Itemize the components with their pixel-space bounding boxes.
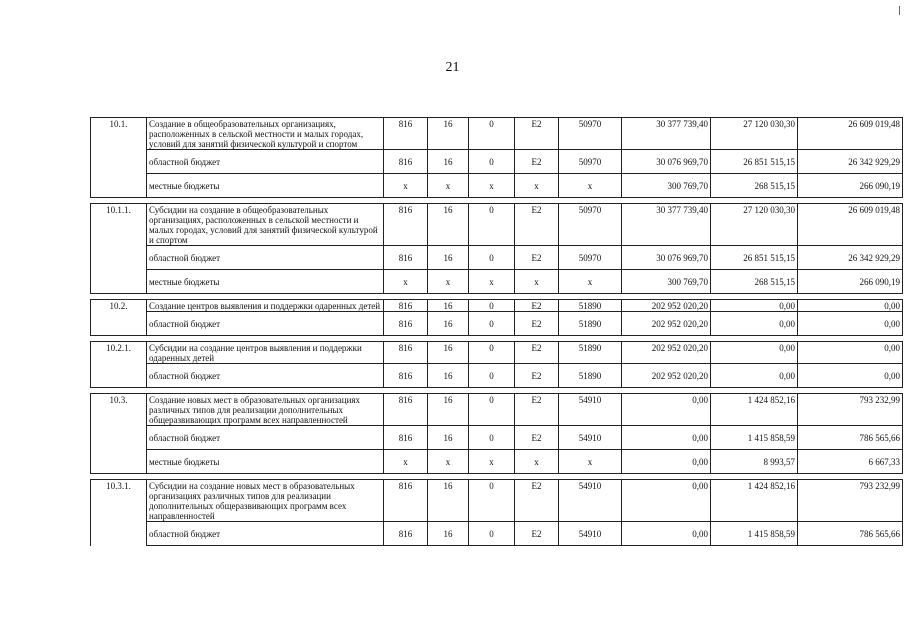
amount-cell-2: 0,00 bbox=[711, 364, 798, 388]
amount-cell-1: 0,00 bbox=[622, 522, 711, 546]
code-cell-3: 0 bbox=[469, 118, 515, 150]
item-number-cell bbox=[91, 270, 147, 294]
code-cell-4: Е2 bbox=[515, 394, 559, 426]
amount-cell-3: 0,00 bbox=[798, 342, 903, 364]
amount-cell-1: 300 769,70 bbox=[622, 174, 711, 198]
amount-cell-2: 1 415 858,59 bbox=[711, 522, 798, 546]
amount-cell-3: 6 667,33 bbox=[798, 450, 903, 474]
amount-cell-1: 30 076 969,70 bbox=[622, 246, 711, 270]
code-cell-2: х bbox=[428, 270, 469, 294]
code-cell-4: Е2 bbox=[515, 342, 559, 364]
amount-cell-3: 266 090,19 bbox=[798, 270, 903, 294]
code-cell-4: Е2 bbox=[515, 118, 559, 150]
amount-cell-1: 202 952 020,20 bbox=[622, 364, 711, 388]
code-cell-1: х bbox=[384, 270, 428, 294]
item-number-cell bbox=[91, 246, 147, 270]
amount-cell-3: 0,00 bbox=[798, 312, 903, 336]
code-cell-1: 816 bbox=[384, 426, 428, 450]
amount-cell-2: 27 120 030,30 bbox=[711, 204, 798, 246]
code-cell-3: 0 bbox=[469, 426, 515, 450]
amount-cell-3: 786 565,66 bbox=[798, 522, 903, 546]
code-cell-1: 816 bbox=[384, 150, 428, 174]
amount-cell-1: 0,00 bbox=[622, 394, 711, 426]
code-cell-3: 0 bbox=[469, 522, 515, 546]
code-cell-1: 816 bbox=[384, 394, 428, 426]
item-number-cell bbox=[91, 450, 147, 474]
table-row-item bbox=[91, 480, 903, 522]
code-cell-5: х bbox=[559, 270, 622, 294]
amount-cell-1: 300 769,70 bbox=[622, 270, 711, 294]
code-cell-4: Е2 bbox=[515, 480, 559, 522]
item-name-cell: областной бюджет bbox=[147, 150, 384, 174]
table-row-item bbox=[91, 118, 903, 150]
code-cell-3: х bbox=[469, 450, 515, 474]
table-row-item bbox=[91, 394, 903, 426]
code-cell-3: 0 bbox=[469, 342, 515, 364]
code-cell-1: 816 bbox=[384, 300, 428, 312]
code-cell-2: 16 bbox=[428, 522, 469, 546]
amount-cell-2: 1 415 858,59 bbox=[711, 426, 798, 450]
amount-cell-2: 0,00 bbox=[711, 342, 798, 364]
table-row-source bbox=[91, 364, 903, 388]
code-cell-1: 816 bbox=[384, 312, 428, 336]
code-cell-2: 16 bbox=[428, 150, 469, 174]
code-cell-3: 0 bbox=[469, 480, 515, 522]
item-name-cell: областной бюджет bbox=[147, 522, 384, 546]
code-cell-1: 816 bbox=[384, 364, 428, 388]
item-name-cell: областной бюджет bbox=[147, 364, 384, 388]
code-cell-2: 16 bbox=[428, 480, 469, 522]
table-body bbox=[91, 118, 903, 546]
code-cell-4: Е2 bbox=[515, 150, 559, 174]
table-row-source bbox=[91, 522, 903, 546]
item-number-cell bbox=[91, 174, 147, 198]
item-name-cell: областной бюджет bbox=[147, 312, 384, 336]
table-row-source bbox=[91, 312, 903, 336]
amount-cell-1: 30 377 739,40 bbox=[622, 204, 711, 246]
amount-cell-3: 266 090,19 bbox=[798, 174, 903, 198]
code-cell-3: х bbox=[469, 174, 515, 198]
amount-cell-3: 26 342 929,29 bbox=[798, 150, 903, 174]
table-row-item bbox=[91, 204, 903, 246]
amount-cell-2: 1 424 852,16 bbox=[711, 394, 798, 426]
code-cell-1: 816 bbox=[384, 342, 428, 364]
code-cell-4: Е2 bbox=[515, 364, 559, 388]
code-cell-2: 16 bbox=[428, 364, 469, 388]
code-cell-5: 51890 bbox=[559, 364, 622, 388]
code-cell-5: 54910 bbox=[559, 480, 622, 522]
code-cell-2: 16 bbox=[428, 394, 469, 426]
item-number-cell: 10.2. bbox=[91, 300, 147, 312]
amount-cell-3: 0,00 bbox=[798, 364, 903, 388]
code-cell-4: х bbox=[515, 450, 559, 474]
page-number: 21 bbox=[445, 60, 460, 75]
code-cell-3: 0 bbox=[469, 246, 515, 270]
amount-cell-3: 26 609 019,48 bbox=[798, 118, 903, 150]
item-number-cell: 10.1.1. bbox=[91, 204, 147, 246]
code-cell-1: х bbox=[384, 174, 428, 198]
amount-cell-2: 0,00 bbox=[711, 312, 798, 336]
code-cell-1: 816 bbox=[384, 246, 428, 270]
code-cell-2: 16 bbox=[428, 426, 469, 450]
code-cell-5: 54910 bbox=[559, 426, 622, 450]
scan-edge-mark bbox=[899, 6, 900, 15]
amount-cell-3: 793 232,99 bbox=[798, 480, 903, 522]
amount-cell-1: 0,00 bbox=[622, 426, 711, 450]
code-cell-2: х bbox=[428, 174, 469, 198]
item-name-cell: областной бюджет bbox=[147, 246, 384, 270]
table-row-source bbox=[91, 426, 903, 450]
code-cell-5: 50970 bbox=[559, 150, 622, 174]
code-cell-5: 51890 bbox=[559, 312, 622, 336]
code-cell-5: 50970 bbox=[559, 204, 622, 246]
code-cell-5: х bbox=[559, 174, 622, 198]
item-name-cell: Создание в общеобразовательных организациях, расположенных в сельской местности и малых городах, условий для занятий физической культурой и спортом bbox=[147, 118, 384, 150]
code-cell-3: 0 bbox=[469, 312, 515, 336]
code-cell-4: Е2 bbox=[515, 204, 559, 246]
code-cell-5: 54910 bbox=[559, 394, 622, 426]
code-cell-1: х bbox=[384, 450, 428, 474]
code-cell-2: 16 bbox=[428, 300, 469, 312]
amount-cell-3: 786 565,66 bbox=[798, 426, 903, 450]
amount-cell-1: 30 377 739,40 bbox=[622, 118, 711, 150]
table-row-source bbox=[91, 450, 903, 474]
code-cell-3: 0 bbox=[469, 394, 515, 426]
item-name-cell: местные бюджеты bbox=[147, 450, 384, 474]
amount-cell-1: 0,00 bbox=[622, 480, 711, 522]
amount-cell-1: 202 952 020,20 bbox=[622, 342, 711, 364]
code-cell-3: 0 bbox=[469, 204, 515, 246]
item-number-cell: 10.1. bbox=[91, 118, 147, 150]
amount-cell-1: 0,00 bbox=[622, 450, 711, 474]
code-cell-5: 50970 bbox=[559, 118, 622, 150]
code-cell-2: х bbox=[428, 450, 469, 474]
item-number-cell bbox=[91, 364, 147, 388]
code-cell-3: 0 bbox=[469, 150, 515, 174]
amount-cell-1: 202 952 020,20 bbox=[622, 300, 711, 312]
code-cell-4: Е2 bbox=[515, 300, 559, 312]
item-name-cell: местные бюджеты bbox=[147, 270, 384, 294]
amount-cell-3: 26 342 929,29 bbox=[798, 246, 903, 270]
code-cell-1: 816 bbox=[384, 480, 428, 522]
amount-cell-2: 27 120 030,30 bbox=[711, 118, 798, 150]
code-cell-4: Е2 bbox=[515, 312, 559, 336]
code-cell-2: 16 bbox=[428, 204, 469, 246]
code-cell-5: х bbox=[559, 450, 622, 474]
amount-cell-2: 268 515,15 bbox=[711, 270, 798, 294]
code-cell-3: х bbox=[469, 270, 515, 294]
item-name-cell: областной бюджет bbox=[147, 426, 384, 450]
item-number-cell bbox=[91, 426, 147, 450]
item-name-cell: Субсидии на создание новых мест в образовательных организациях различных типов для реализации дополнительных общеразвивающих программ всех направленностей bbox=[147, 480, 384, 522]
table-row-source bbox=[91, 270, 903, 294]
code-cell-3: 0 bbox=[469, 364, 515, 388]
item-name-cell: Создание новых мест в образовательных организациях различных типов для реализации дополнительных общеразвивающих программ всех направленностей bbox=[147, 394, 384, 426]
amount-cell-3: 26 609 019,48 bbox=[798, 204, 903, 246]
amount-cell-2: 26 851 515,15 bbox=[711, 150, 798, 174]
item-name-cell: Создание центров выявления и поддержки одаренных детей bbox=[147, 300, 384, 312]
amount-cell-2: 1 424 852,16 bbox=[711, 480, 798, 522]
amount-cell-2: 8 993,57 bbox=[711, 450, 798, 474]
item-number-cell: 10.2.1. bbox=[91, 342, 147, 364]
code-cell-4: х bbox=[515, 174, 559, 198]
table-row-source bbox=[91, 246, 903, 270]
code-cell-4: Е2 bbox=[515, 246, 559, 270]
code-cell-3: 0 bbox=[469, 300, 515, 312]
code-cell-1: 816 bbox=[384, 522, 428, 546]
code-cell-4: Е2 bbox=[515, 426, 559, 450]
code-cell-5: 50970 bbox=[559, 246, 622, 270]
item-name-cell: местные бюджеты bbox=[147, 174, 384, 198]
code-cell-2: 16 bbox=[428, 246, 469, 270]
amount-cell-3: 0,00 bbox=[798, 300, 903, 312]
budget-table bbox=[90, 117, 903, 546]
item-name-cell: Субсидии на создание центров выявления и поддержки одаренных детей bbox=[147, 342, 384, 364]
code-cell-2: 16 bbox=[428, 118, 469, 150]
code-cell-2: 16 bbox=[428, 342, 469, 364]
item-number-cell: 10.3.1. bbox=[91, 480, 147, 522]
amount-cell-1: 202 952 020,20 bbox=[622, 312, 711, 336]
table-row-item bbox=[91, 300, 903, 312]
amount-cell-2: 268 515,15 bbox=[711, 174, 798, 198]
code-cell-5: 51890 bbox=[559, 342, 622, 364]
item-number-cell: 10.3. bbox=[91, 394, 147, 426]
amount-cell-3: 793 232,99 bbox=[798, 394, 903, 426]
item-number-cell bbox=[91, 312, 147, 336]
table-row-item bbox=[91, 342, 903, 364]
code-cell-5: 54910 bbox=[559, 522, 622, 546]
table-row-source bbox=[91, 174, 903, 198]
amount-cell-1: 30 076 969,70 bbox=[622, 150, 711, 174]
code-cell-2: 16 bbox=[428, 312, 469, 336]
table-row-source bbox=[91, 150, 903, 174]
item-number-cell bbox=[91, 522, 147, 546]
item-number-cell bbox=[91, 150, 147, 174]
code-cell-4: х bbox=[515, 270, 559, 294]
amount-cell-2: 26 851 515,15 bbox=[711, 246, 798, 270]
code-cell-4: Е2 bbox=[515, 522, 559, 546]
code-cell-1: 816 bbox=[384, 118, 428, 150]
code-cell-1: 816 bbox=[384, 204, 428, 246]
code-cell-5: 51890 bbox=[559, 300, 622, 312]
item-name-cell: Субсидии на создание в общеобразовательных организациях, расположенных в сельской местности и малых городах, условий для занятий физической культурой и спортом bbox=[147, 204, 384, 246]
amount-cell-2: 0,00 bbox=[711, 300, 798, 312]
